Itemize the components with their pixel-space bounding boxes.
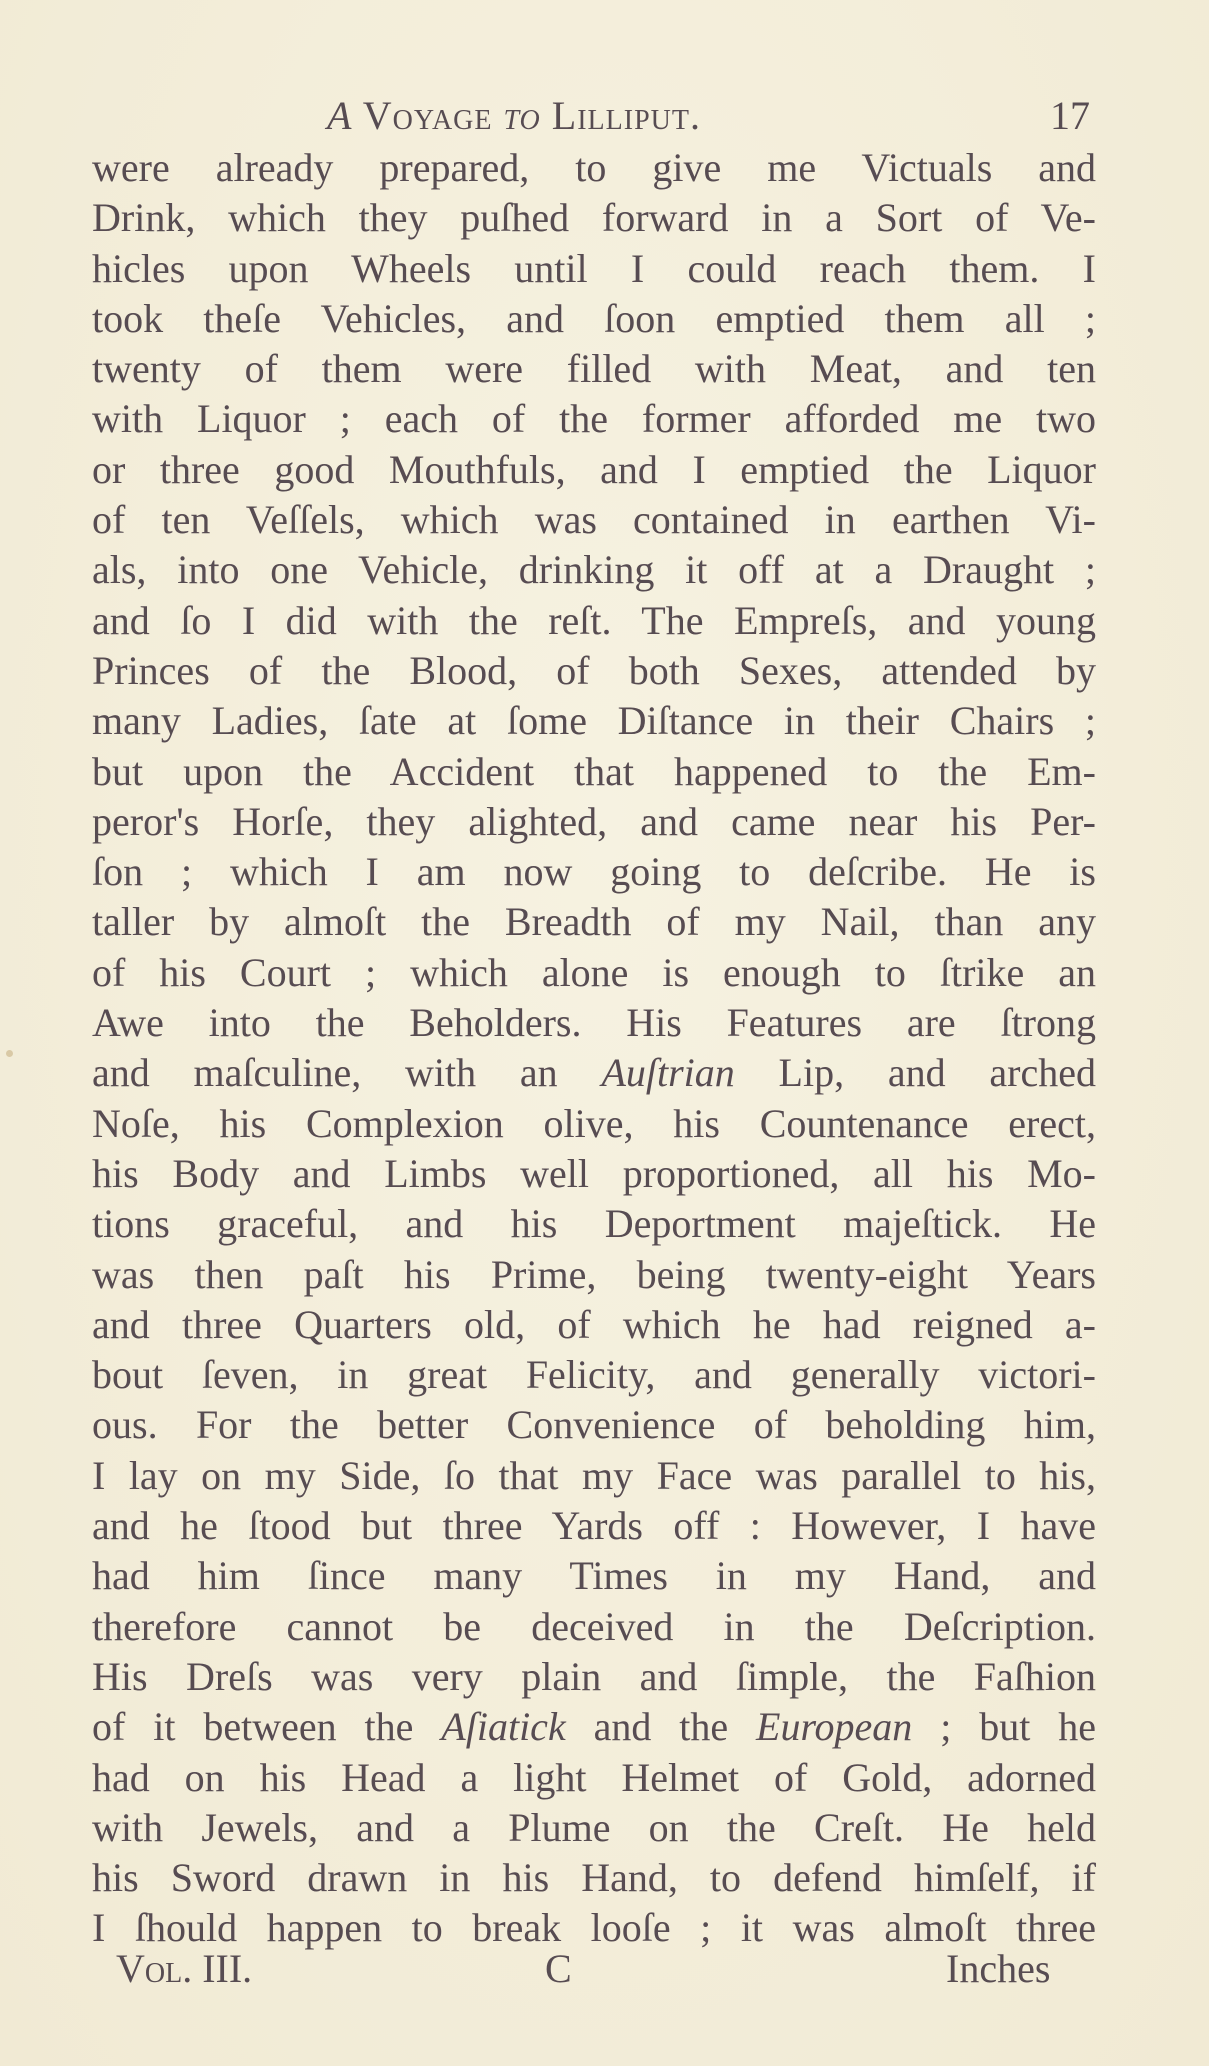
- text-line: [92, 1199, 1096, 1249]
- text-line: [92, 193, 1096, 243]
- signature-mark: C: [545, 1946, 572, 1991]
- catchword: Inches: [946, 1946, 1051, 1991]
- volume-mark: Vol. III.: [116, 1946, 253, 1991]
- running-head: [327, 92, 701, 140]
- text-line: [92, 696, 1096, 746]
- text-line: [92, 1099, 1096, 1149]
- text-segment: had him ſince many Times in my Hand, and: [92, 1553, 1096, 1599]
- text-line: [92, 1652, 1096, 1702]
- text-segment: tions graceful, and his Deportment majeſtick. He: [92, 1201, 1096, 1247]
- text-line: [92, 1400, 1096, 1450]
- running-head-to: to: [503, 93, 541, 138]
- text-segment: Awe into the Beholders. His Features are ſtrong: [92, 1000, 1096, 1046]
- text-segment: but upon the Accident that happened to the Em-: [92, 748, 1096, 794]
- text-segment: peror's Horſe, they alighted, and came near his Per-: [92, 798, 1096, 844]
- text-segment: Drink, which they puſhed forward in a Sort of Ve-: [92, 195, 1096, 241]
- running-head-a: A: [327, 93, 353, 138]
- text-segment: his Body and Limbs well proportioned, all his Mo-: [92, 1150, 1096, 1196]
- text-segment: of his Court ; which alone is enough to ſtrike an: [92, 949, 1096, 995]
- text-line: [92, 646, 1096, 696]
- text-segment: I lay on my Side, ſo that my Face was parallel to his,: [92, 1452, 1096, 1498]
- text-line: [92, 1350, 1096, 1400]
- text-line: [92, 244, 1096, 294]
- text-line: [92, 1149, 1096, 1199]
- text-line: [92, 1853, 1096, 1903]
- text-segment: ſon ; which I am now going to deſcribe. He is: [92, 849, 1096, 895]
- text-line: [92, 797, 1096, 847]
- text-segment: taller by almoſt the Breadth of my Nail, than any: [92, 899, 1096, 945]
- text-line: [92, 294, 1096, 344]
- running-head-voyage: Voyage: [352, 93, 504, 138]
- text-segment: took theſe Vehicles, and ſoon emptied them all ;: [92, 295, 1096, 341]
- text-segment: Lip, and arched: [734, 1050, 1096, 1096]
- text-segment: I ſhould happen to break looſe ; it was almoſt three: [92, 1905, 1096, 1951]
- text-line: [92, 1753, 1096, 1803]
- text-line: [92, 344, 1096, 394]
- text-line: [92, 847, 1096, 897]
- text-segment: were already prepared, to give me Victuals and: [92, 145, 1096, 190]
- text-segment: of it between the: [92, 1704, 442, 1750]
- text-segment: twenty of them were filled with Meat, and ten: [92, 346, 1096, 392]
- text-segment: or three good Mouthfuls, and I emptied the Liquor: [92, 446, 1096, 492]
- text-line: [92, 1551, 1096, 1601]
- text-line: [92, 1702, 1096, 1752]
- text-segment: ; but he: [912, 1704, 1096, 1750]
- text-line: [92, 948, 1096, 998]
- text-line: [92, 596, 1096, 646]
- body-text: [92, 143, 1096, 1954]
- page-number: 17: [1050, 93, 1090, 138]
- text-segment: with Liquor ; each of the former afforded me two: [92, 396, 1096, 442]
- italic-word: Auſtrian: [601, 1050, 735, 1096]
- text-line: [92, 897, 1096, 947]
- text-segment: and he ſtood but three Yards off : However, I have: [92, 1503, 1096, 1549]
- text-segment: and the: [565, 1704, 757, 1750]
- text-segment: His Dreſs was very plain and ſimple, the Faſhion: [92, 1653, 1096, 1699]
- text-line: [92, 1300, 1096, 1350]
- paper-spot: [6, 1050, 13, 1057]
- text-segment: had on his Head a light Helmet of Gold, adorned: [92, 1754, 1096, 1800]
- text-line: [92, 545, 1096, 595]
- text-segment: therefore cannot be deceived in the Deſcription.: [92, 1603, 1096, 1649]
- text-line: [92, 394, 1096, 444]
- text-segment: many Ladies, ſate at ſome Diſtance in their Chairs ;: [92, 698, 1096, 744]
- text-segment: Noſe, his Complexion olive, his Countenance erect,: [92, 1100, 1096, 1146]
- text-segment: and maſculine, with an: [92, 1050, 602, 1096]
- text-line: [92, 143, 1096, 193]
- text-line: [92, 747, 1096, 797]
- text-segment: ous. For the better Convenience of beholding him,: [92, 1402, 1096, 1448]
- text-segment: and three Quarters old, of which he had reigned a-: [92, 1301, 1096, 1347]
- text-line: [92, 495, 1096, 545]
- text-line: [92, 998, 1096, 1048]
- text-line: [92, 1250, 1096, 1300]
- text-line: [92, 1803, 1096, 1853]
- italic-word: European: [756, 1704, 913, 1750]
- text-line: [92, 1602, 1096, 1652]
- text-line: [92, 1451, 1096, 1501]
- italic-word: Aſiatick: [441, 1704, 566, 1750]
- text-segment: was then paſt his Prime, being twenty-eight Years: [92, 1251, 1096, 1297]
- text-segment: of ten Veſſels, which was contained in earthen Vi-: [92, 497, 1096, 543]
- text-segment: hicles upon Wheels until I could reach them. I: [92, 245, 1096, 291]
- text-line: [92, 445, 1096, 495]
- text-segment: and ſo I did with the reſt. The Empreſs, and young: [92, 597, 1096, 643]
- text-segment: his Sword drawn in his Hand, to defend himſelf, if: [92, 1855, 1096, 1901]
- text-segment: bout ſeven, in great Felicity, and generally victori-: [92, 1352, 1096, 1398]
- text-segment: als, into one Vehicle, drinking it off at a Draught ;: [92, 547, 1096, 593]
- text-segment: with Jewels, and a Plume on the Creſt. He held: [92, 1804, 1096, 1850]
- text-line: [92, 1048, 1096, 1098]
- text-line: [92, 1501, 1096, 1551]
- running-head-lilliput: Lilliput.: [540, 93, 701, 138]
- text-segment: Princes of the Blood, of both Sexes, attended by: [92, 647, 1096, 693]
